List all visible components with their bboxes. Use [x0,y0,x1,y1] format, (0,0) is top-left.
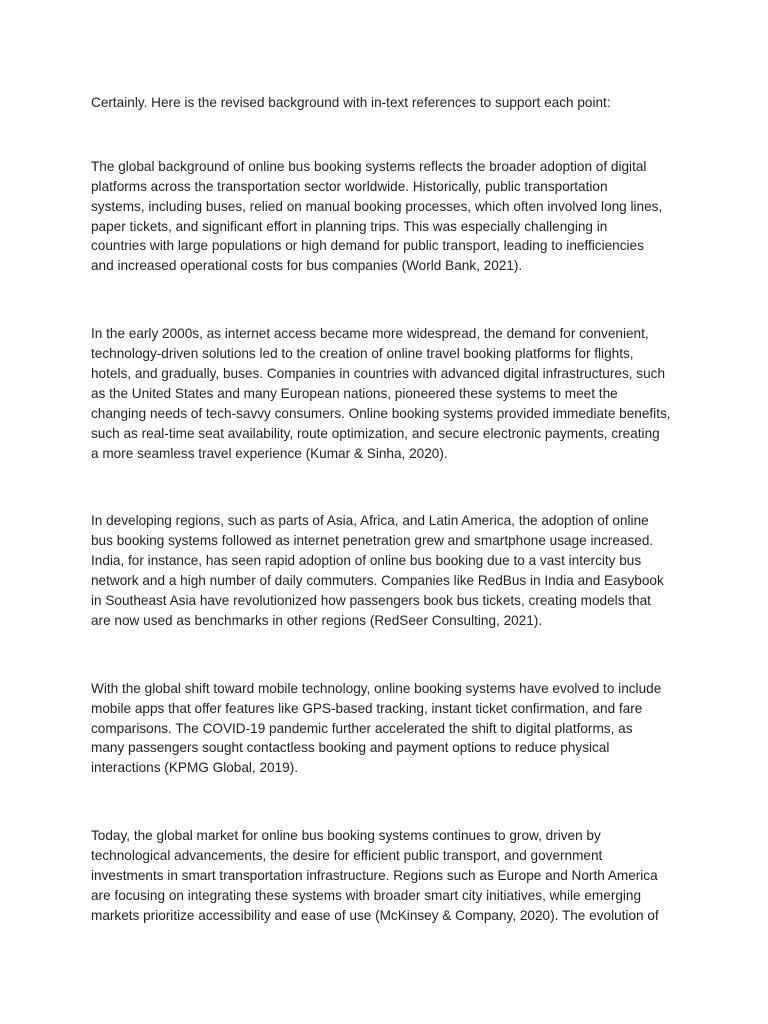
paragraph-line: In developing regions, such as parts of Asia, Africa, and Latin America, the adoption of online [91,513,649,529]
paragraph-line: and increased operational costs for bus companies (World Bank, 2021). [91,258,523,274]
paragraph-line: changing needs of tech-savvy consumers. Online booking systems provided immediate benefits, [91,405,671,421]
paragraph-line: network and a high number of daily commuters. Companies like RedBus in India and Easybook [91,573,664,589]
paragraph-line: interactions (KPMG Global, 2019). [91,760,299,776]
paragraph-line: platforms across the transportation sector worldwide. Historically, public transportation [91,178,608,194]
paragraph-early-2000s [91,324,687,463]
paragraph-line: comparisons. The COVID-19 pandemic further accelerated the shift to digital platforms, as [91,720,633,736]
paragraph-line: a more seamless travel experience (Kumar & Sinha, 2020). [91,445,448,461]
paragraph-line: hotels, and gradually, buses. Companies in countries with advanced digital infrastructures, such [91,366,666,382]
paragraph-line: paper tickets, and significant effort in planning trips. This was especially challenging in [91,218,608,234]
paragraph-line: The global background of online bus booking systems reflects the broader adoption of digital [91,158,647,174]
intro-text [91,93,687,113]
paragraph-line: mobile apps that offer features like GPS-based tracking, instant ticket confirmation, and fare [91,700,643,716]
paragraph-line: technology-driven solutions led to the creation of online travel booking platforms for flights, [91,346,634,362]
paragraph-line: bus booking systems followed as internet penetration grew and smartphone usage increased. [91,533,654,549]
paragraph-today-market [91,826,687,925]
paragraph-line: such as real-time seat availability, route optimization, and secure electronic payments, creating [91,425,660,441]
paragraph-line: technological advancements, the desire for efficient public transport, and government [91,848,603,864]
paragraph-line: many passengers sought contactless booking and payment options to reduce physical [91,740,610,756]
paragraph-line: Today, the global market for online bus booking systems continues to grow, driven by [91,828,601,844]
paragraph-line: In the early 2000s, as internet access became more widespread, the demand for convenient, [91,326,649,342]
intro-line: Certainly. Here is the revised background with in-text references to support each point: [91,95,611,110]
paragraph-line: India, for instance, has seen rapid adoption of online bus booking due to a vast intercity bus [91,553,642,569]
paragraph-global-background [91,157,687,276]
paragraph-line: as the United States and many European nations, pioneered these systems to meet the [91,385,618,401]
paragraph-line: systems, including buses, relied on manual booking processes, which often involved long lines, [91,198,663,214]
paragraph-line: markets prioritize accessibility and ease of use (McKinsey & Company, 2020). The evolution of [91,907,659,923]
paragraph-developing-regions [91,511,687,630]
paragraph-line: in Southeast Asia have revolutionized how passengers book bus tickets, creating models that [91,593,651,609]
paragraph-mobile-technology [91,679,687,778]
paragraph-line: countries with large populations or high demand for public transport, leading to inefficiencies [91,238,644,254]
paragraph-line: With the global shift toward mobile technology, online booking systems have evolved to include [91,680,662,696]
paragraph-line: investments in smart transportation infrastructure. Regions such as Europe and North America [91,868,658,884]
paragraph-line: are focusing on integrating these systems with broader smart city initiatives, while emerging [91,887,642,903]
document-body [91,93,687,926]
paragraph-line: are now used as benchmarks in other regions (RedSeer Consulting, 2021). [91,612,543,628]
